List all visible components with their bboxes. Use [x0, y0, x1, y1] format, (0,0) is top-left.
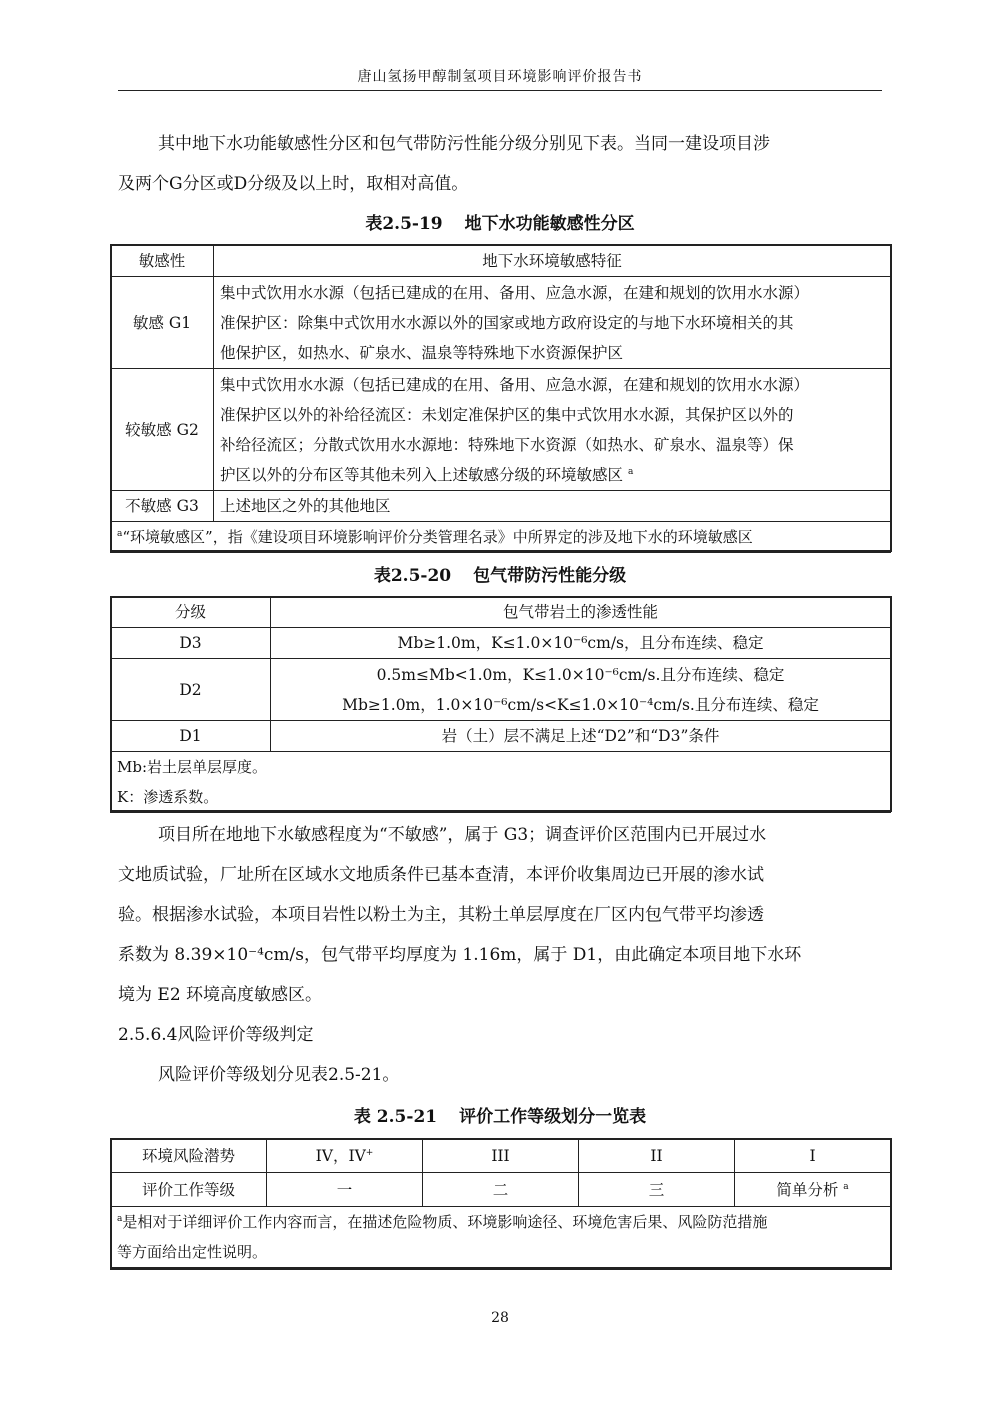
row-label: 较敏感 G2	[111, 369, 214, 491]
table-header-row	[111, 245, 891, 277]
row-description	[214, 277, 891, 369]
table-cell: II	[579, 1139, 735, 1173]
table-cell: 一	[267, 1173, 423, 1207]
column-header: 包气带岩土的渗透性能	[271, 597, 891, 628]
description-line	[220, 460, 884, 490]
section-text: 风险评价等级划分见表2.5-21。	[158, 1065, 400, 1085]
table-groundwater-sensitivity	[110, 244, 891, 553]
footnote-marker: a	[627, 466, 634, 477]
body-paragraph	[118, 815, 882, 1015]
column-header: 敏感性	[111, 245, 214, 277]
description-line: 准保护区以外的补给径流区：未划定准保护区的集中式饮用水水源，其保护区以外的	[220, 405, 794, 424]
table-title: 包气带防污性能分级	[473, 566, 627, 586]
cell-text: 简单分析	[776, 1180, 839, 1199]
description-line: 集中式饮用水水源（包括已建成的在用、备用、应急水源，在建和规划的饮用水水源）	[220, 283, 810, 302]
table-number: 表 2.5-21	[353, 1107, 438, 1127]
table-number: 表2.5-20	[373, 566, 452, 586]
row-label: D3	[111, 628, 271, 659]
row-description: Mb≥1.0m，K≤1.0×10⁻⁶cm/s，且分布连续、稳定	[271, 628, 891, 659]
body-line: 境为 E2 环境高度敏感区。	[118, 985, 323, 1005]
table-footnote	[111, 1207, 891, 1268]
row-label: 评价工作等级	[111, 1173, 267, 1207]
intro-paragraph	[118, 124, 882, 204]
table-number: 表2.5-19	[365, 214, 443, 234]
footnote-text: 是相对于详细评价工作内容而言，在描述危险物质、环境影响途径、环境危害后果、风险防范措施	[122, 1213, 768, 1231]
body-line: 项目所在地地下水敏感程度为“不敏感”，属于 G3；调查评价区范围内已开展过水	[158, 825, 767, 845]
footnote-marker: a	[117, 529, 123, 539]
table-row	[111, 277, 891, 369]
section-heading: 2.5.6.4风险评价等级判定	[118, 1025, 314, 1045]
table-title: 地下水功能敏感性分区	[464, 214, 635, 234]
table-cell	[267, 1139, 423, 1173]
footnote-marker: a	[117, 1214, 123, 1224]
table-row	[111, 659, 891, 721]
table-evaluation-levels	[110, 1138, 891, 1268]
row-label: D2	[111, 659, 271, 721]
table-cell: 三	[579, 1173, 735, 1207]
section-block	[118, 1015, 882, 1095]
column-header: 分级	[111, 597, 271, 628]
footnote-line: 等方面给出定性说明。	[117, 1243, 268, 1261]
description-text: 护区以外的分布区等其他未列入上述敏感分级的环境敏感区	[220, 465, 624, 484]
description-line: Mb≥1.0m，1.0×10⁻⁶cm/s<K≤1.0×10⁻⁴cm/s.且分布连续、稳定	[342, 695, 819, 714]
note-line: K：渗透系数。	[117, 788, 219, 806]
cell-text: IV，IV	[315, 1146, 366, 1165]
table-footnote-row	[111, 522, 891, 553]
page-number: 28	[491, 1310, 509, 1326]
footnote-line	[117, 1207, 884, 1237]
row-description: 岩（土）层不满足上述“D2”和“D3”条件	[271, 721, 891, 752]
table-caption	[0, 1104, 1000, 1130]
table-row	[111, 1173, 891, 1207]
footnote-marker: a	[843, 1181, 849, 1192]
table-footnote	[111, 522, 891, 553]
description-line: 补给径流区；分散式饮用水水源地：特殊地下水资源（如热水、矿泉水、温泉等）保	[220, 435, 794, 454]
table-cell	[735, 1173, 891, 1207]
table-header-row	[111, 597, 891, 628]
table-row	[111, 1139, 891, 1173]
column-header: 地下水环境敏感特征	[214, 245, 891, 277]
header-rule	[118, 90, 882, 91]
table-cell: III	[423, 1139, 579, 1173]
table-notes-row	[111, 752, 891, 813]
intro-line: 及两个G分区或D分级及以上时，取相对高值。	[118, 174, 469, 194]
description-line: 他保护区，如热水、矿泉水、温泉等特殊地下水资源保护区	[220, 343, 624, 362]
table-row	[111, 628, 891, 659]
footnote-text: “环境敏感区”，指《建设项目环境影响评价分类管理名录》中所界定的涉及地下水的环境敏感区	[122, 528, 753, 546]
table-caption	[0, 563, 1000, 589]
running-header: 唐山氢扬甲醇制氢项目环境影响评价报告书	[357, 69, 643, 85]
table-vadose-zone-grading	[110, 596, 891, 813]
row-label: 敏感 G1	[111, 277, 214, 369]
table-notes	[111, 752, 891, 813]
table-row	[111, 491, 891, 522]
table-caption	[0, 211, 1000, 237]
body-line: 文地质试验，厂址所在区域水文地质条件已基本查清，本评价收集周边已开展的渗水试	[118, 865, 764, 885]
intro-line: 其中地下水功能敏感性分区和包气带防污性能分级分别见下表。当同一建设项目涉	[158, 134, 770, 154]
row-label: 环境风险潜势	[111, 1139, 267, 1173]
row-label: 不敏感 G3	[111, 491, 214, 522]
row-label: D1	[111, 721, 271, 752]
table-cell: I	[735, 1139, 891, 1173]
description-line: 准保护区：除集中式饮用水水源以外的国家或地方政府设定的与地下水环境相关的其	[220, 313, 794, 332]
row-description	[214, 369, 891, 491]
description-line: 0.5m≤Mb<1.0m，K≤1.0×10⁻⁶cm/s.且分布连续、稳定	[376, 665, 785, 684]
row-description	[271, 659, 891, 721]
row-description: 上述地区之外的其他地区	[214, 491, 891, 522]
body-line: 系数为 8.39×10⁻⁴cm/s，包气带平均厚度为 1.16m，属于 D1，由此确定本项目地下水环	[118, 945, 802, 965]
table-title: 评价工作等级划分一览表	[459, 1107, 647, 1127]
note-line: Mb:岩土层单层厚度。	[117, 758, 268, 776]
table-footnote-row	[111, 1207, 891, 1268]
table-cell: 二	[423, 1173, 579, 1207]
superscript-marker: +	[365, 1147, 374, 1158]
table-row	[111, 721, 891, 752]
description-line: 集中式饮用水水源（包括已建成的在用、备用、应急水源，在建和规划的饮用水水源）	[220, 375, 810, 394]
table-row	[111, 369, 891, 491]
body-line: 验。根据渗水试验，本项目岩性以粉土为主，其粉土单层厚度在厂区内包气带平均渗透	[118, 905, 764, 925]
